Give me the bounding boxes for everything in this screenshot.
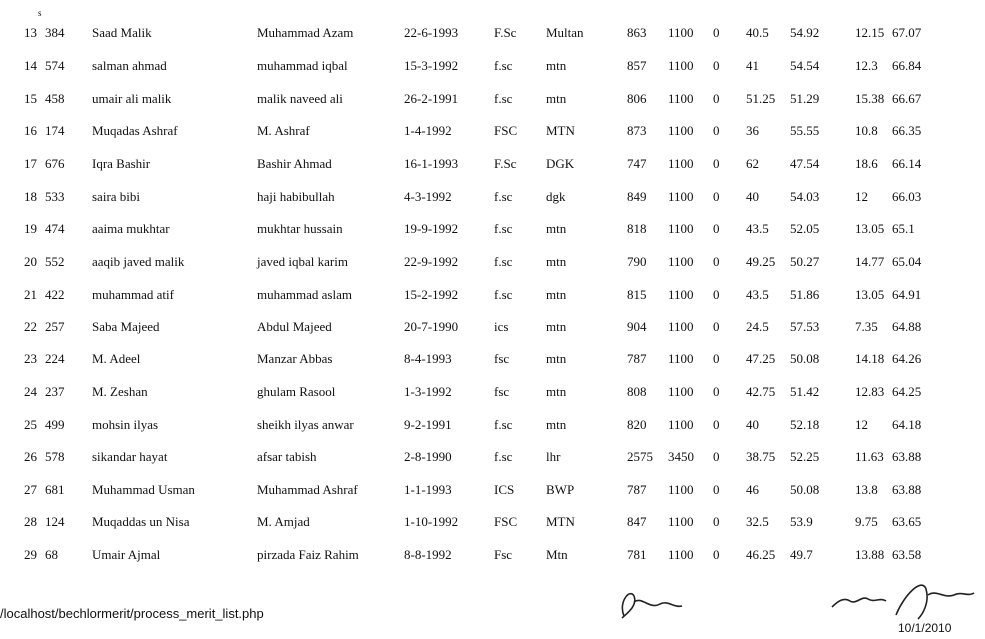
table-row: [0, 154, 985, 174]
cell-pct: 51.42: [790, 384, 820, 399]
cell-qual: F.Sc: [494, 156, 517, 171]
cell-sr: 19: [24, 221, 37, 236]
table-row: [0, 317, 985, 337]
cell-dob: 1-4-1992: [404, 123, 452, 138]
cell-board: Multan: [546, 25, 584, 40]
cell-total: 1100: [668, 417, 694, 432]
cell-name: M. Adeel: [92, 351, 141, 366]
cell-merit: 63.88: [892, 449, 922, 464]
cell-imp: 0: [713, 449, 720, 464]
cell-obt: 857: [627, 58, 647, 73]
cell-total: 1100: [668, 123, 694, 138]
cell-qual: FSC: [494, 123, 518, 138]
cell-imp: 0: [713, 254, 720, 269]
cell-merit: 64.88: [892, 319, 922, 334]
cell-father: mukhtar hussain: [257, 221, 343, 236]
cell-tw: 14.77: [855, 254, 885, 269]
cell-roll: 124: [45, 514, 65, 529]
table-row: [0, 252, 985, 272]
cell-dob: 2-8-1990: [404, 449, 452, 464]
cell-name: Muhammad Usman: [92, 482, 195, 497]
cell-sr: 20: [24, 254, 37, 269]
cell-pct: 51.29: [790, 91, 820, 106]
cell-total: 1100: [668, 514, 694, 529]
cell-name: Umair Ajmal: [92, 547, 161, 562]
cell-tw: 9.75: [855, 514, 878, 529]
cell-tw: 13.88: [855, 547, 885, 562]
cell-roll: 384: [45, 25, 65, 40]
cell-merit: 64.18: [892, 417, 922, 432]
cell-father: M. Amjad: [257, 514, 310, 529]
cell-imp: 0: [713, 547, 720, 562]
table-row: [0, 447, 985, 467]
cell-imp: 0: [713, 189, 720, 204]
cell-test: 62: [746, 156, 759, 171]
cell-qual: ics: [494, 319, 509, 334]
cell-obt: 790: [627, 254, 647, 269]
cell-pct: 55.55: [790, 123, 820, 138]
cell-tw: 12.15: [855, 25, 885, 40]
cell-sr: 18: [24, 189, 37, 204]
cell-pct: 57.53: [790, 319, 820, 334]
cell-roll: 257: [45, 319, 65, 334]
cell-qual: ICS: [494, 482, 515, 497]
table-row: [0, 219, 985, 239]
cell-name: Saad Malik: [92, 25, 152, 40]
cell-father: muhammad aslam: [257, 287, 352, 302]
cell-obt: 849: [627, 189, 647, 204]
cell-pct: 52.05: [790, 221, 820, 236]
cell-board: mtn: [546, 319, 567, 334]
cell-obt: 818: [627, 221, 647, 236]
cell-imp: 0: [713, 384, 720, 399]
cell-name: salman ahmad: [92, 58, 167, 73]
scan-mark: s: [38, 8, 42, 18]
table-row: [0, 285, 985, 305]
table-row: [0, 89, 985, 109]
cell-father: sheikh ilyas anwar: [257, 417, 354, 432]
table-row: [0, 382, 985, 402]
cell-board: mtn: [546, 384, 567, 399]
cell-pct: 47.54: [790, 156, 820, 171]
table-row: [0, 23, 985, 43]
cell-tw: 12: [855, 189, 868, 204]
cell-father: pirzada Faiz Rahim: [257, 547, 359, 562]
cell-tw: 14.18: [855, 351, 885, 366]
cell-merit: 63.65: [892, 514, 922, 529]
cell-qual: f.sc: [494, 254, 513, 269]
cell-obt: 815: [627, 287, 647, 302]
cell-roll: 237: [45, 384, 65, 399]
cell-test: 40: [746, 417, 759, 432]
cell-qual: f.sc: [494, 221, 513, 236]
cell-board: MTN: [546, 123, 575, 138]
cell-name: Muqadas Ashraf: [92, 123, 178, 138]
cell-imp: 0: [713, 25, 720, 40]
cell-obt: 847: [627, 514, 647, 529]
cell-imp: 0: [713, 482, 720, 497]
cell-test: 38.75: [746, 449, 776, 464]
cell-pct: 54.54: [790, 58, 820, 73]
cell-roll: 676: [45, 156, 65, 171]
cell-merit: 66.84: [892, 58, 922, 73]
cell-board: mtn: [546, 221, 567, 236]
cell-board: lhr: [546, 449, 561, 464]
cell-test: 36: [746, 123, 759, 138]
cell-dob: 4-3-1992: [404, 189, 452, 204]
cell-tw: 12.83: [855, 384, 885, 399]
cell-qual: F.Sc: [494, 25, 517, 40]
cell-name: Muqaddas un Nisa: [92, 514, 190, 529]
cell-obt: 787: [627, 482, 647, 497]
cell-tw: 10.8: [855, 123, 878, 138]
cell-name: sikandar hayat: [92, 449, 168, 464]
cell-total: 1100: [668, 25, 694, 40]
cell-name: M. Zeshan: [92, 384, 148, 399]
cell-sr: 26: [24, 449, 37, 464]
cell-qual: f.sc: [494, 449, 513, 464]
cell-total: 3450: [668, 449, 694, 464]
cell-sr: 14: [24, 58, 37, 73]
cell-pct: 52.25: [790, 449, 820, 464]
cell-imp: 0: [713, 156, 720, 171]
cell-roll: 458: [45, 91, 65, 106]
cell-obt: 2575: [627, 449, 653, 464]
cell-qual: fsc: [494, 384, 510, 399]
cell-total: 1100: [668, 156, 694, 171]
cell-board: mtn: [546, 417, 567, 432]
cell-sr: 27: [24, 482, 37, 497]
cell-tw: 7.35: [855, 319, 878, 334]
cell-sr: 15: [24, 91, 37, 106]
cell-roll: 574: [45, 58, 65, 73]
cell-father: Muhammad Azam: [257, 25, 354, 40]
cell-dob: 1-3-1992: [404, 384, 452, 399]
cell-qual: f.sc: [494, 417, 513, 432]
cell-roll: 422: [45, 287, 65, 302]
cell-total: 1100: [668, 482, 694, 497]
cell-test: 43.5: [746, 221, 769, 236]
cell-imp: 0: [713, 221, 720, 236]
cell-sr: 23: [24, 351, 37, 366]
cell-dob: 26-2-1991: [404, 91, 459, 106]
cell-test: 32.5: [746, 514, 769, 529]
cell-roll: 499: [45, 417, 65, 432]
cell-merit: 63.58: [892, 547, 922, 562]
cell-qual: FSC: [494, 514, 518, 529]
cell-merit: 66.35: [892, 123, 922, 138]
cell-qual: f.sc: [494, 91, 513, 106]
cell-obt: 820: [627, 417, 647, 432]
cell-dob: 8-4-1993: [404, 351, 452, 366]
cell-dob: 8-8-1992: [404, 547, 452, 562]
cell-dob: 1-10-1992: [404, 514, 459, 529]
cell-roll: 552: [45, 254, 65, 269]
table-row: [0, 545, 985, 565]
cell-total: 1100: [668, 58, 694, 73]
cell-imp: 0: [713, 123, 720, 138]
cell-imp: 0: [713, 91, 720, 106]
cell-qual: Fsc: [494, 547, 513, 562]
cell-merit: 63.88: [892, 482, 922, 497]
cell-test: 46.25: [746, 547, 776, 562]
cell-test: 24.5: [746, 319, 769, 334]
cell-imp: 0: [713, 351, 720, 366]
cell-pct: 50.08: [790, 482, 820, 497]
cell-merit: 66.67: [892, 91, 922, 106]
cell-dob: 19-9-1992: [404, 221, 459, 236]
cell-test: 49.25: [746, 254, 776, 269]
cell-imp: 0: [713, 514, 720, 529]
cell-merit: 65.04: [892, 254, 922, 269]
cell-total: 1100: [668, 221, 694, 236]
cell-tw: 13.05: [855, 221, 885, 236]
cell-dob: 15-3-1992: [404, 58, 459, 73]
cell-father: muhammad iqbal: [257, 58, 348, 73]
cell-tw: 15.38: [855, 91, 885, 106]
cell-sr: 22: [24, 319, 37, 334]
cell-father: javed iqbal karim: [257, 254, 348, 269]
table-row: [0, 121, 985, 141]
cell-dob: 22-6-1993: [404, 25, 459, 40]
cell-sr: 21: [24, 287, 37, 302]
cell-merit: 65.1: [892, 221, 915, 236]
cell-imp: 0: [713, 417, 720, 432]
cell-obt: 781: [627, 547, 647, 562]
cell-sr: 16: [24, 123, 37, 138]
cell-dob: 20-7-1990: [404, 319, 459, 334]
cell-qual: f.sc: [494, 58, 513, 73]
cell-father: Abdul Majeed: [257, 319, 332, 334]
cell-merit: 64.25: [892, 384, 922, 399]
cell-dob: 1-1-1993: [404, 482, 452, 497]
cell-tw: 18.6: [855, 156, 878, 171]
cell-obt: 873: [627, 123, 647, 138]
cell-name: muhammad atif: [92, 287, 174, 302]
cell-board: mtn: [546, 58, 567, 73]
cell-test: 41: [746, 58, 759, 73]
cell-father: afsar tabish: [257, 449, 317, 464]
table-row: [0, 415, 985, 435]
cell-father: malik naveed ali: [257, 91, 343, 106]
cell-father: haji habibullah: [257, 189, 335, 204]
table-row: [0, 512, 985, 532]
cell-obt: 808: [627, 384, 647, 399]
cell-board: mtn: [546, 254, 567, 269]
cell-tw: 12: [855, 417, 868, 432]
cell-dob: 15-2-1992: [404, 287, 459, 302]
cell-name: umair ali malik: [92, 91, 172, 106]
table-row: [0, 187, 985, 207]
signature-2: [826, 575, 976, 620]
cell-total: 1100: [668, 384, 694, 399]
cell-dob: 16-1-1993: [404, 156, 459, 171]
cell-name: saira bibi: [92, 189, 141, 204]
cell-tw: 13.05: [855, 287, 885, 302]
table-row: [0, 480, 985, 500]
cell-sr: 17: [24, 156, 37, 171]
cell-qual: fsc: [494, 351, 510, 366]
cell-father: Bashir Ahmad: [257, 156, 332, 171]
cell-pct: 50.08: [790, 351, 820, 366]
cell-sr: 29: [24, 547, 37, 562]
cell-merit: 67.07: [892, 25, 922, 40]
cell-tw: 11.63: [855, 449, 884, 464]
cell-roll: 68: [45, 547, 58, 562]
cell-test: 40.5: [746, 25, 769, 40]
cell-total: 1100: [668, 189, 694, 204]
cell-roll: 533: [45, 189, 65, 204]
cell-sr: 25: [24, 417, 37, 432]
cell-pct: 54.92: [790, 25, 820, 40]
cell-sr: 28: [24, 514, 37, 529]
cell-qual: f.sc: [494, 189, 513, 204]
cell-roll: 474: [45, 221, 65, 236]
cell-total: 1100: [668, 91, 694, 106]
cell-test: 46: [746, 482, 759, 497]
cell-merit: 64.91: [892, 287, 922, 302]
cell-father: ghulam Rasool: [257, 384, 336, 399]
cell-sr: 13: [24, 25, 37, 40]
cell-total: 1100: [668, 547, 694, 562]
cell-obt: 904: [627, 319, 647, 334]
cell-board: MTN: [546, 514, 575, 529]
cell-dob: 22-9-1992: [404, 254, 459, 269]
footer-url: /localhost/bechlormerit/process_merit_list.php: [0, 606, 264, 621]
cell-merit: 66.03: [892, 189, 922, 204]
signature-1: [612, 582, 692, 622]
cell-father: Manzar Abbas: [257, 351, 333, 366]
cell-total: 1100: [668, 351, 694, 366]
cell-board: dgk: [546, 189, 566, 204]
cell-name: aaqib javed malik: [92, 254, 185, 269]
cell-board: DGK: [546, 156, 575, 171]
cell-obt: 863: [627, 25, 647, 40]
cell-dob: 9-2-1991: [404, 417, 452, 432]
cell-tw: 13.8: [855, 482, 878, 497]
cell-merit: 66.14: [892, 156, 922, 171]
cell-qual: f.sc: [494, 287, 513, 302]
table-row: [0, 349, 985, 369]
cell-obt: 787: [627, 351, 647, 366]
cell-name: Iqra Bashir: [92, 156, 151, 171]
cell-name: aaima mukhtar: [92, 221, 170, 236]
cell-pct: 50.27: [790, 254, 820, 269]
cell-roll: 174: [45, 123, 65, 138]
cell-pct: 53.9: [790, 514, 813, 529]
cell-pct: 51.86: [790, 287, 820, 302]
cell-name: Saba Majeed: [92, 319, 160, 334]
cell-board: mtn: [546, 287, 567, 302]
cell-name: mohsin ilyas: [92, 417, 159, 432]
cell-board: mtn: [546, 351, 567, 366]
cell-total: 1100: [668, 254, 694, 269]
cell-pct: 52.18: [790, 417, 820, 432]
cell-obt: 806: [627, 91, 647, 106]
cell-test: 42.75: [746, 384, 776, 399]
cell-imp: 0: [713, 287, 720, 302]
cell-test: 51.25: [746, 91, 776, 106]
cell-merit: 64.26: [892, 351, 922, 366]
cell-test: 43.5: [746, 287, 769, 302]
cell-imp: 0: [713, 319, 720, 334]
cell-roll: 681: [45, 482, 65, 497]
cell-father: M. Ashraf: [257, 123, 310, 138]
cell-total: 1100: [668, 319, 694, 334]
cell-pct: 54.03: [790, 189, 820, 204]
footer-date: 10/1/2010: [898, 621, 952, 635]
cell-board: mtn: [546, 91, 567, 106]
cell-roll: 224: [45, 351, 65, 366]
cell-pct: 49.7: [790, 547, 813, 562]
cell-board: Mtn: [546, 547, 568, 562]
cell-obt: 747: [627, 156, 647, 171]
cell-father: Muhammad Ashraf: [257, 482, 358, 497]
cell-imp: 0: [713, 58, 720, 73]
cell-board: BWP: [546, 482, 575, 497]
cell-tw: 12.3: [855, 58, 878, 73]
cell-test: 40: [746, 189, 759, 204]
cell-roll: 578: [45, 449, 65, 464]
cell-sr: 24: [24, 384, 37, 399]
cell-total: 1100: [668, 287, 694, 302]
table-row: [0, 56, 985, 76]
cell-test: 47.25: [746, 351, 776, 366]
